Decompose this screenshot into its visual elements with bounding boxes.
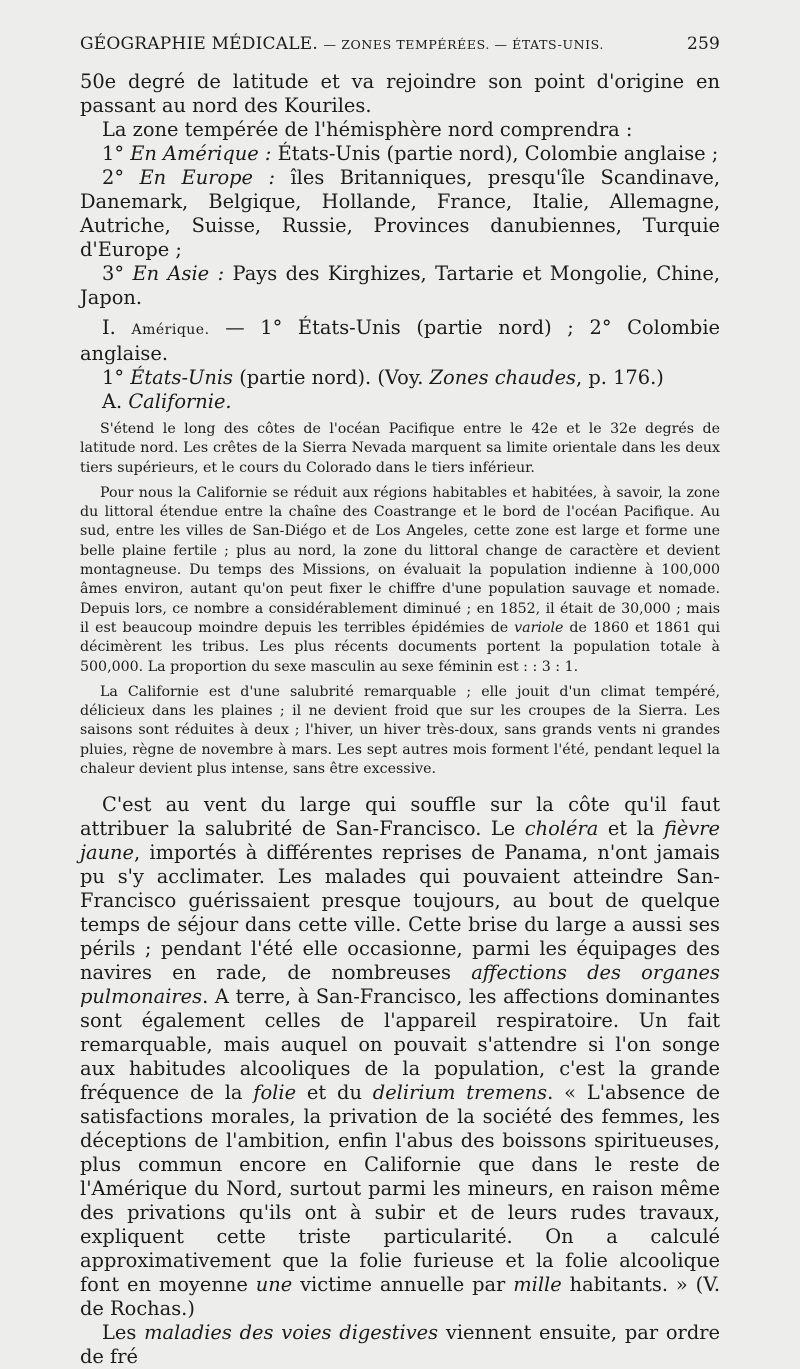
- list-item-amerique: 1° En Amérique : États-Unis (partie nord), Colombie anglaise ;: [102, 142, 719, 165]
- paragraph-maladies-digestives: Les maladies des voies digestives viennent ensuite, par ordre de fré: [80, 1321, 720, 1369]
- section-heading-amerique: I. Amérique. — 1° États-Unis (partie nord) ; 2° Colombie anglaise.: [80, 316, 721, 365]
- list-item-europe: 2° En Europe : îles Britanniques, presqu'île Scandinave, Danemark, Belgique, Hollande, France, Italie, Allemagne, Autriche, Suisse, Russie, Provinces danubiennes, Turquie d'Europe ;: [80, 166, 720, 261]
- paragraph-zone-intro: La zone tempérée de l'hémisphère nord comprendra :: [102, 118, 633, 141]
- small-paragraph-population: Pour nous la Californie se réduit aux régions habitables et habitées, à savoir, la zone du littoral étendue entre la chaîne des Coastrange et le bord de l'océan Pacifique. Au sud, entre les villes de San-Diégo et de Los Angeles, cette zone est large et forme une belle plaine fertile ; plus au nord, la zone du littoral change de caractère et devient montagneuse. Du temps des Missions, on évaluait la population indienne à 100,000 âmes environ, autant qu'on peut fixer le chiffre d'une population sauvage et nomade. Depuis lors, ce nombre a considérablement diminué ; en 1852, il était de 30,000 ; mais il est beaucoup moindre depuis les terribles épidémies de variole de 1860 et 1861 qui décimèrent les tribus. Les plus récents documents portent la population totale à 500,000. La proportion du sexe masculin au sexe féminin est : : 3 : 1.: [80, 484, 721, 675]
- page-body: [80, 70, 720, 1369]
- paragraph-san-francisco: C'est au vent du large qui souffle sur la côte qu'il faut attribuer la salubrité de San-Francisco. Le choléra et la fièvre jaune, importés à différentes reprises de Panama, n'ont jamais pu s'y acclimater. Les malades qui pouvaient atteindre San-Francisco guérissaient presque toujours, au bout de quelque temps de séjour dans cette ville. Cette brise du large a aussi ses périls ; pendant l'été elle occasionne, parmi les équipages des navires en rade, de nombreuses affections des organes pulmonaires. A terre, à San-Francisco, les affections dominantes sont également celles de l'appareil respiratoire. Un fait remarquable, mais auquel on pouvait s'attendre si l'on songe aux habitudes alcooliques de la population, c'est la grande fréquence de la folie et du delirium tremens. « L'absence de satisfactions morales, la privation de la société des femmes, les déceptions de l'ambition, enfin l'abus des boissons spiritueuses, plus commun encore en Californie que dans le reste de l'Amérique du Nord, surtout parmi les mineurs, en raison même des privations qu'ils ont à subir et de leurs rudes travaux, expliquent cette triste particularité. On a calculé approximativement que la folie furieuse et la folie alcoolique font en moyenne une victime annuelle par mille habitants. » (V. de Rochas.): [80, 793, 721, 1321]
- paragraph-continuation: 50e degré de latitude et va rejoindre son point d'origine en passant au nord des Kouriles.: [80, 70, 720, 117]
- list-item-asie: 3° En Asie : Pays des Kirghizes, Tartarie et Mongolie, Chine, Japon.: [80, 262, 720, 309]
- small-paragraph-climat: La Californie est d'une salubrité remarquable ; elle jouit d'un climat tempéré, délicieux dans les plaines ; il ne devient froid que sur les croupes de la Sierra. Les saisons sont réduites à deux ; l'hiver, un hiver très-doux, sans grands vents ni grandes pluies, règne de novembre à mars. Les sept autres mois forment l'été, pendant lequel la chaleur devient plus intense, sans être excessive.: [80, 683, 720, 778]
- section-heading-californie: A. Californie.: [102, 390, 232, 413]
- page-number: 259: [686, 34, 720, 54]
- small-paragraph-situation: S'étend le long des côtes de l'océan Pacifique entre le 42e et le 32e degrés de latitude nord. Les crêtes de la Sierra Nevada marquent sa limite orientale dans les deux tiers supérieurs, et le cours du Colorado dans le tiers inférieur.: [80, 421, 720, 476]
- section-heading-etats-unis: 1° États-Unis (partie nord). (Voy. Zones chaudes, p. 176.): [102, 366, 664, 389]
- header-subtitle: — ZONES TEMPÉRÉES. — ÉTATS-UNIS.: [323, 37, 604, 52]
- header-title: GÉOGRAPHIE MÉDICALE. — ZONES TEMPÉRÉES. — ÉTATS-UNIS.: [80, 34, 604, 54]
- running-header: [80, 34, 720, 54]
